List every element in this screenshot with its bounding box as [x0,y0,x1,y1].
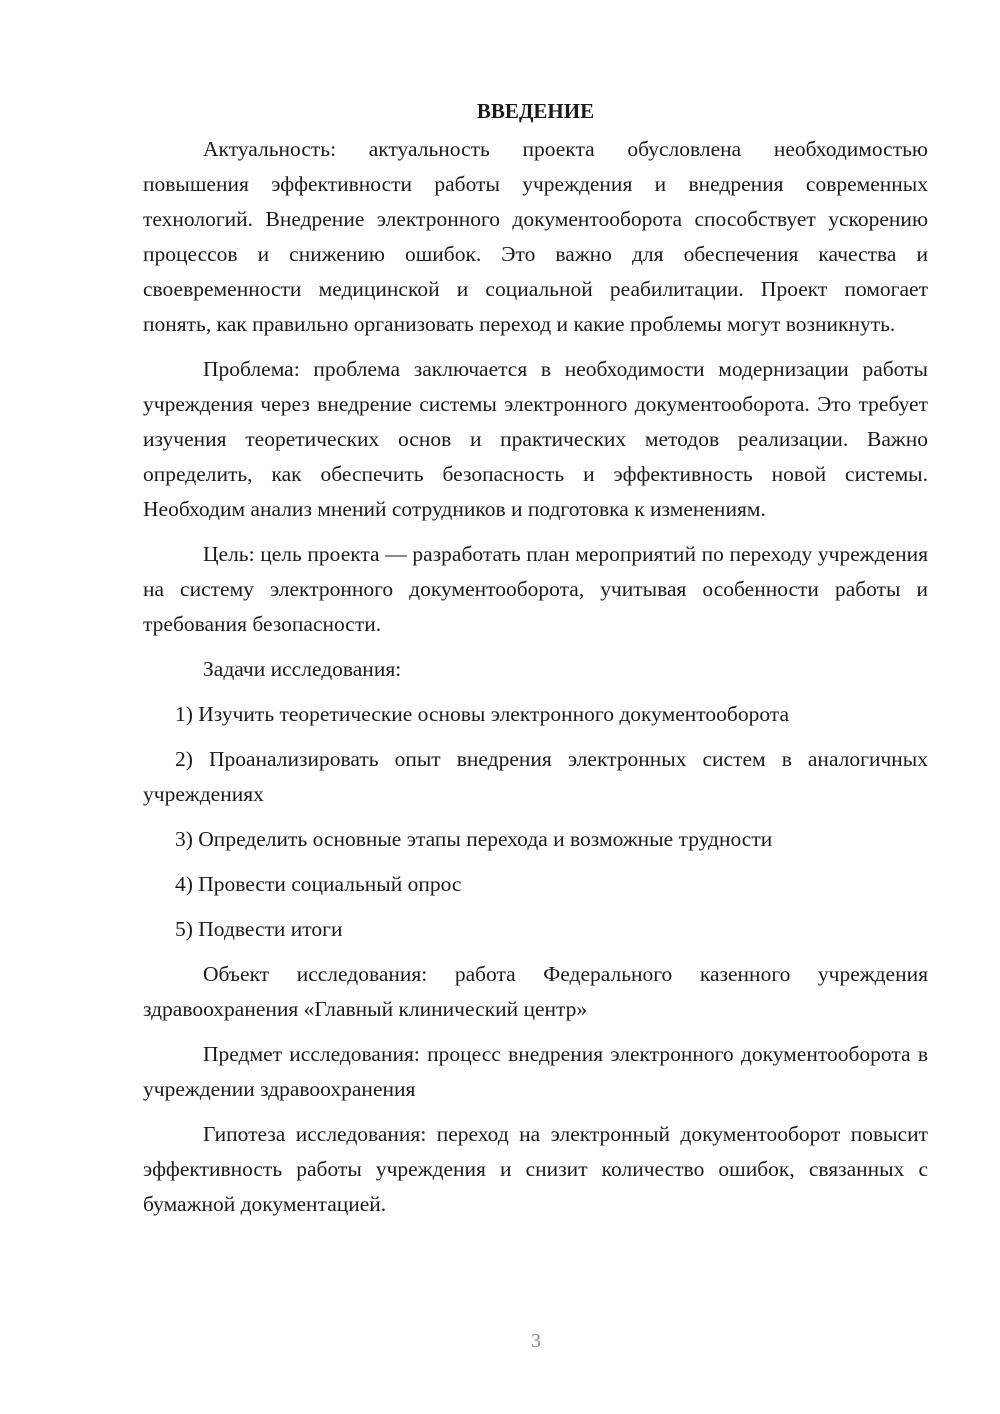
page-number: 3 [531,1330,541,1352]
document-page [143,94,928,1222]
task-item-3: 3) Определить основные этапы перехода и возможные трудности [175,827,773,851]
tasks-heading: Задачи исследования: [203,657,402,681]
problem-paragraph: Проблема: проблема заключается в необходимости модернизации работы учреждения через внедрение системы электронного документооборота. Это требует изучения теоретических основ и практических методов реализации. Важно определить, как обеспечить безопасность и эффективность новой системы. Необходим анализ мнений сотрудников и подготовка к изменениям. [143,357,928,521]
task-item-4: 4) Провести социальный опрос [175,872,462,896]
task-item-2: 2) Проанализировать опыт внедрения электронных систем в аналогичных учреждениях [143,747,928,806]
relevance-paragraph: Актуальность: актуальность проекта обусловлена необходимостью повышения эффективности работы учреждения и внедрения современных технологий. Внедрение электронного документооборота способствует ускорению процессов и снижению ошибок. Это важно для обеспечения качества и своевременности медицинской и социальной реабилитации. Проект помогает понять, как правильно организовать переход и какие проблемы могут возникнуть. [143,137,928,336]
subject-paragraph: Предмет исследования: процесс внедрения электронного документооборота в учреждении здравоохранения [143,1042,928,1101]
task-item-5: 5) Подвести итоги [175,917,343,941]
object-paragraph: Объект исследования: работа Федерального казенного учреждения здравоохранения «Главный клинический центр» [143,962,928,1021]
section-title: ВВЕДЕНИЕ [476,99,595,123]
tasks-list [143,697,928,947]
hypothesis-paragraph: Гипотеза исследования: переход на электронный документооборот повысит эффективность работы учреждения и снизит количество ошибок, связанных с бумажной документацией. [143,1122,928,1216]
goal-paragraph: Цель: цель проекта — разработать план мероприятий по переходу учреждения на систему электронного документооборота, учитывая особенности работы и требования безопасности. [143,542,928,636]
task-item-1: 1) Изучить теоретические основы электронного документооборота [175,702,790,726]
